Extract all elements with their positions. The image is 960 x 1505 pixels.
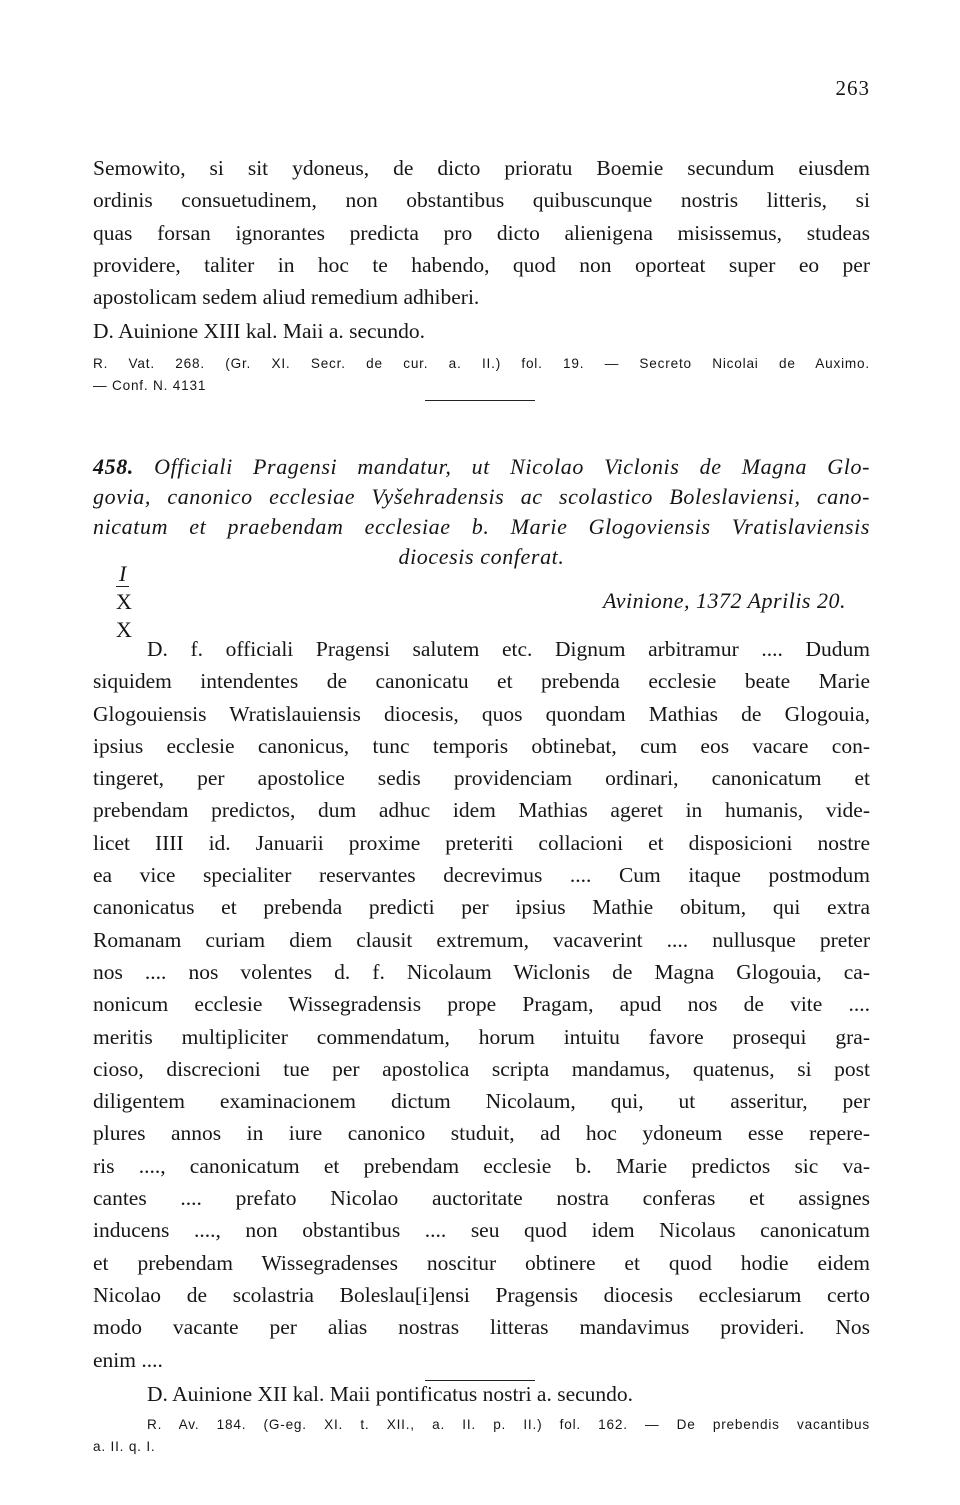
text-line: Romanam curiam diem clausit extremum, vacaverint .... nullusque preter (93, 927, 870, 952)
text-line: tingeret, per apostolice sedis providenciam ordinari, canonicatum et (93, 766, 870, 791)
margin-mark-middle: X (116, 589, 132, 614)
text-line: siquidem intendentes de canonicatu et prebenda ecclesie beate Marie (93, 669, 870, 694)
text-line: ea vice specialiter reservantes decrevimus .... Cum itaque postmodum (93, 863, 870, 888)
text-line: D. f. officiali Pragensi salutem etc. Dignum arbitramur .... Dudum (147, 637, 870, 661)
text-line: cantes .... prefato Nicolao auctoritate nostra conferas et assignes (93, 1186, 870, 1211)
text-line: Semowito, si sit ydoneus, de dicto prioratu Boemie secundum eiusdem (93, 156, 870, 180)
text-line: diligentem examinacionem dictum Nicolaum, qui, ut asseritur, per (93, 1089, 870, 1114)
text-line: enim .... (93, 1347, 163, 1372)
text-line: modo vacante per alias nostras litteras mandavimus provideri. Nos (93, 1315, 870, 1340)
text-line: nonicum ecclesie Wissegradensis prope Pragam, apud nos de vite .... (93, 992, 870, 1017)
text-line: meritis multipliciter commendatum, horum intuitu favore prosequi gra- (93, 1024, 870, 1049)
entry-number: 458. (93, 454, 134, 479)
text-line: et prebendam Wissegradenses noscitur obtinere et quod hodie eidem (93, 1250, 870, 1275)
place-date: Avinione, 1372 Aprilis 20. (603, 588, 846, 613)
source-line: a. II. q. I. (93, 1438, 156, 1454)
text-line: cioso, discrecioni tue per apostolica scripta mandamus, quatenus, si post (93, 1056, 870, 1081)
text-line: Glogouiensis Wratislauiensis diocesis, quos quondam Mathias de Glogouia, (93, 701, 870, 726)
text-line: ipsius ecclesie canonicus, tunc temporis obtinebat, cum eos vacare con- (93, 733, 870, 758)
heading-line: diocesis conferat. (398, 544, 565, 569)
entry-date: D. Auinione XII kal. Maii pontificatus nostri a. secundo. (147, 1381, 634, 1406)
text-line: apostolicam sedem aliud remedium adhiberi. (93, 285, 480, 310)
text-line: plures annos in iure canonico studuit, ad hoc ydoneum esse repere- (93, 1121, 870, 1146)
entry-source (93, 1414, 870, 1458)
previous-entry-paragraph (93, 152, 870, 313)
text-line: ordinis consuetudinem, non obstantibus quibuscunque nostris litteris, si (93, 188, 870, 213)
page-number: 263 (835, 76, 870, 100)
heading-line (93, 452, 870, 482)
source-line: — Conf. N. 4131 (93, 378, 207, 394)
previous-entry-date: D. Auinione XIII kal. Maii a. secundo. (93, 319, 425, 344)
text-line: nos .... nos volentes d. f. Nicolaum Wiclonis de Magna Glogouia, ca- (93, 959, 870, 984)
entry-paragraph (93, 633, 870, 1376)
margin-mark-bottom: X (116, 617, 132, 642)
text-line: providere, taliter in hoc te habendo, quod non oporteat super eo per (93, 252, 870, 277)
previous-entry-text (93, 152, 870, 397)
heading-line: nicatum et praebendam ecclesiae b. Marie Glogoviensis Vratislaviensis (93, 514, 870, 539)
previous-entry-source (93, 353, 870, 397)
section-divider (425, 400, 535, 401)
text-line: ris ...., canonicatum et prebendam ecclesie b. Marie predictos sic va- (93, 1153, 870, 1178)
text-line: licet IIII id. Januarii proxime preteriti collacioni et disposicioni nostre (93, 830, 870, 855)
heading-line: govia, canonico ecclesiae Vyšehradensis ac scolastico Boleslaviensi, cano- (93, 484, 870, 509)
source-line: R. Av. 184. (G-eg. XI. t. XII., a. II. p. II.) fol. 162. — De prebendis vacantibus (147, 1416, 870, 1432)
text-line: Nicolao de scolastria Boleslau[i]ensi Pragensis diocesis ecclesiarum certo (93, 1282, 870, 1307)
text-line: canonicatus et prebenda predicti per ipsius Mathie obitum, qui extra (93, 895, 870, 920)
source-line: R. Vat. 268. (Gr. XI. Secr. de cur. a. II.) fol. 19. — Secreto Nicolai de Auximo. (93, 356, 870, 372)
heading-text: Officiali Pragensi mandatur, ut Nicolao Viclonis de Magna Glo- (154, 454, 870, 479)
text-line: inducens ...., non obstantibus .... seu quod idem Nicolaus canonicatum (93, 1218, 870, 1243)
text-line: prebendam predictos, dum adhuc idem Mathias ageret in humanis, vide- (93, 798, 870, 823)
entry-heading (93, 452, 870, 572)
text-line: quas forsan ignorantes predicta pro dicto alienigena misissemus, studeas (93, 220, 870, 245)
entry-body (93, 633, 870, 1458)
section-divider (425, 1380, 535, 1381)
margin-mark-top: I (116, 560, 129, 588)
